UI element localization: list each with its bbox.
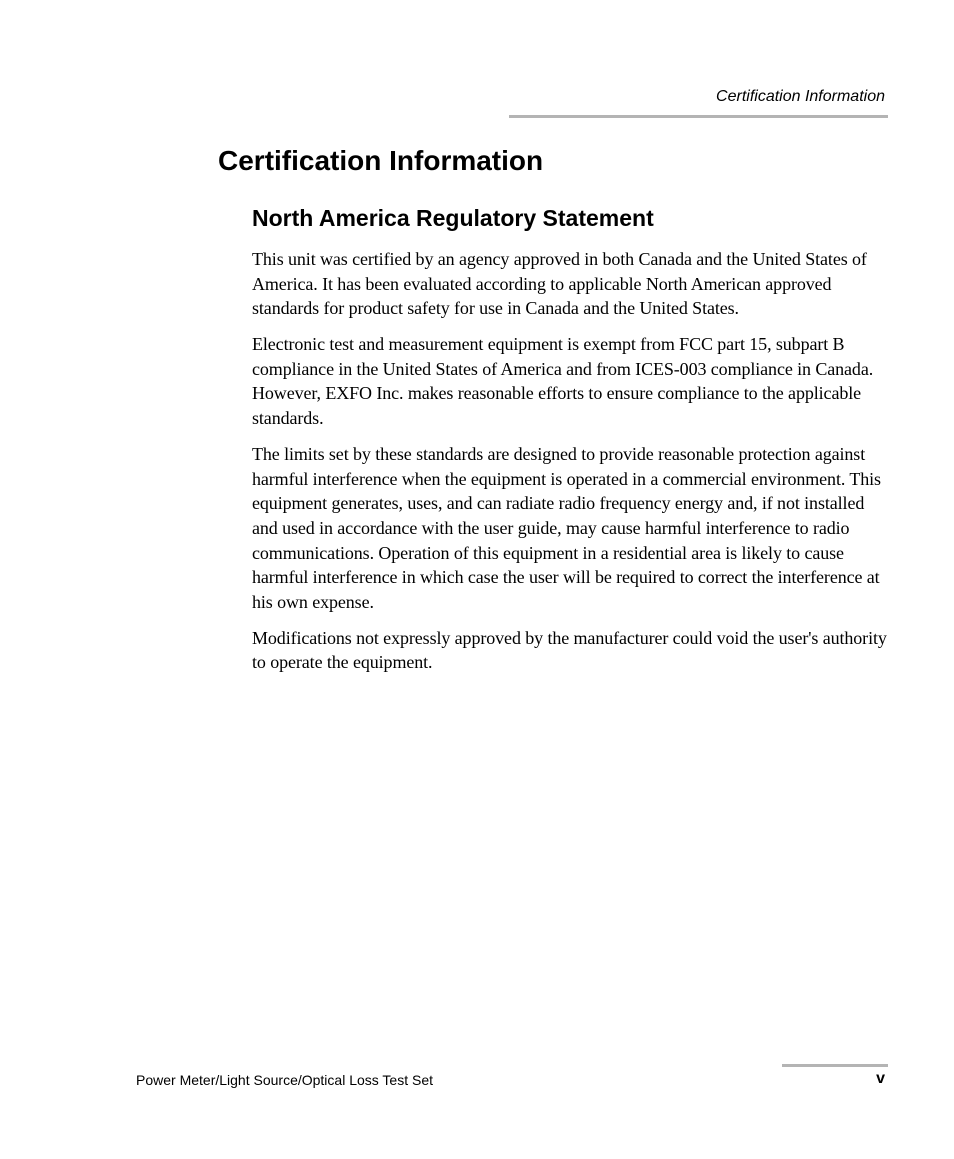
paragraph-fcc-exemption: Electronic test and measurement equipment is exempt from FCC part 15, subpart B compliance in the United States of America and from ICES-003 compliance in Canada. However, EXFO Inc. makes reasonable efforts to ensure compliance to the applicable standards.: [252, 334, 874, 429]
running-header: Certification Information: [716, 88, 885, 105]
paragraph-modifications: Modifications not expressly approved by the manufacturer could void the user's authority to operate the equipment.: [252, 627, 887, 673]
footer-document-title: Power Meter/Light Source/Optical Loss Test Set: [136, 1072, 433, 1088]
paragraph-interference-limits: The limits set by these standards are designed to provide reasonable protection against harmful interference when the equipment is operated in a commercial environment. This equipment generates, uses, and can radiate radio frequency energy and, if not installed and used in accordance with the user guide, may cause harmful interference to radio communications. Operation of this equipment in a residential area is likely to cause harmful interference in which case the user will be required to correct the interference at his own expense.: [252, 444, 881, 612]
section-body: [252, 247, 888, 687]
page-title: Certification Information: [218, 145, 544, 176]
section-title: North America Regulatory Statement: [252, 205, 654, 231]
header-divider: [509, 115, 888, 118]
paragraph-certification: This unit was certified by an agency approved in both Canada and the United States of America. It has been evaluated according to applicable North American approved standards for product safety for use in Canada and the United States.: [252, 249, 867, 319]
footer-divider: [782, 1064, 888, 1067]
page-number: v: [876, 1070, 885, 1087]
